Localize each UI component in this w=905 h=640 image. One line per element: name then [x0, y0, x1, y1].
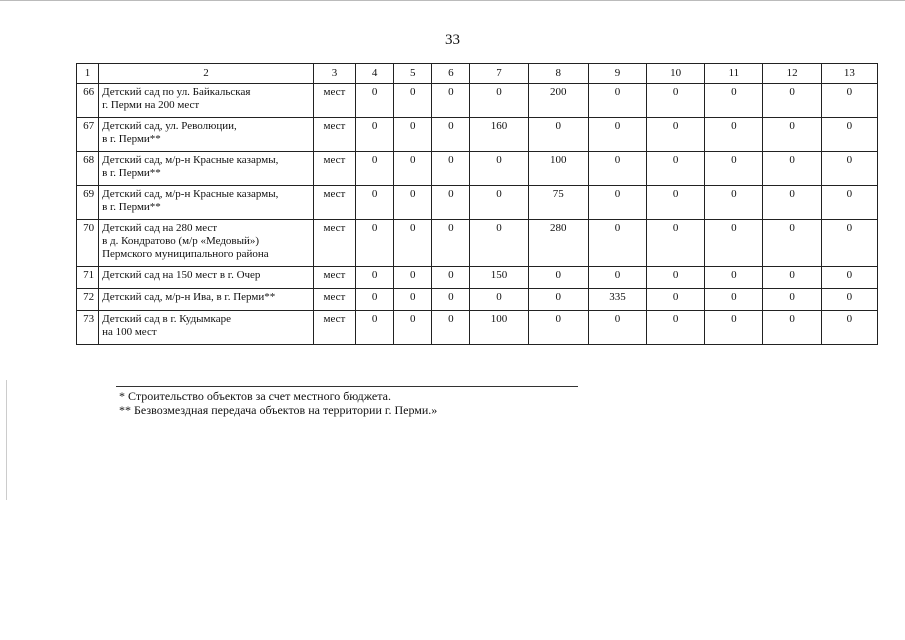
- value-cell: 0: [394, 152, 432, 186]
- value-cell: 0: [763, 152, 821, 186]
- header-cell: 2: [99, 64, 314, 84]
- object-name-cell: [99, 186, 314, 220]
- object-name-line: Детский сад, м/р-н Ива, в г. Перми**: [102, 291, 276, 303]
- object-name-cell: [99, 118, 314, 152]
- value-cell: 0: [588, 311, 646, 345]
- object-name-line: в г. Перми**: [102, 133, 161, 145]
- value-cell: 0: [705, 84, 763, 118]
- value-cell: 0: [763, 311, 821, 345]
- scan-edge-mark: [6, 380, 7, 500]
- object-name-line: Детский сад, м/р-н Красные казармы,: [102, 188, 279, 200]
- value-cell: 0: [470, 84, 528, 118]
- value-cell: 0: [528, 118, 588, 152]
- value-cell: 0: [394, 118, 432, 152]
- value-cell: 0: [763, 118, 821, 152]
- value-cell: 0: [394, 186, 432, 220]
- value-cell: 0: [763, 220, 821, 267]
- row-number-cell: 67: [77, 118, 99, 152]
- value-cell: 0: [647, 118, 705, 152]
- row-number-cell: 69: [77, 186, 99, 220]
- table-row: [77, 220, 878, 267]
- value-cell: 0: [432, 84, 470, 118]
- footnote-1: * Строительство объектов за счет местного бюджета.: [119, 389, 391, 403]
- value-cell: 0: [432, 152, 470, 186]
- value-cell: 0: [705, 118, 763, 152]
- value-cell: 0: [588, 152, 646, 186]
- value-cell: 0: [647, 152, 705, 186]
- row-number-cell: 66: [77, 84, 99, 118]
- value-cell: 160: [470, 118, 528, 152]
- unit-cell: мест: [313, 186, 355, 220]
- value-cell: 0: [470, 186, 528, 220]
- value-cell: 0: [821, 186, 877, 220]
- value-cell: 100: [470, 311, 528, 345]
- header-cell: 1: [77, 64, 99, 84]
- footnote-rule: [116, 386, 578, 387]
- table-row: [77, 118, 878, 152]
- value-cell: 0: [588, 186, 646, 220]
- value-cell: 0: [705, 267, 763, 289]
- header-cell: 9: [588, 64, 646, 84]
- value-cell: 0: [432, 311, 470, 345]
- header-cell: 8: [528, 64, 588, 84]
- page-number: 33: [445, 32, 460, 48]
- value-cell: 0: [356, 186, 394, 220]
- data-table: [76, 63, 878, 345]
- value-cell: 0: [470, 152, 528, 186]
- value-cell: 0: [647, 311, 705, 345]
- value-cell: 0: [647, 267, 705, 289]
- object-name-cell: [99, 220, 314, 267]
- value-cell: 0: [356, 267, 394, 289]
- row-number-cell: 72: [77, 289, 99, 311]
- value-cell: 0: [470, 220, 528, 267]
- value-cell: 0: [763, 84, 821, 118]
- value-cell: 0: [588, 118, 646, 152]
- row-number-cell: 68: [77, 152, 99, 186]
- value-cell: 0: [394, 289, 432, 311]
- value-cell: 0: [356, 220, 394, 267]
- unit-cell: мест: [313, 311, 355, 345]
- value-cell: 0: [647, 186, 705, 220]
- object-name-line: г. Перми на 200 мест: [102, 99, 200, 111]
- value-cell: 0: [394, 311, 432, 345]
- header-cell: 6: [432, 64, 470, 84]
- object-name-cell: [99, 311, 314, 345]
- value-cell: 0: [588, 267, 646, 289]
- value-cell: 0: [763, 186, 821, 220]
- value-cell: 0: [763, 289, 821, 311]
- value-cell: 0: [705, 311, 763, 345]
- value-cell: 0: [432, 186, 470, 220]
- object-name-line: на 100 мест: [102, 326, 157, 338]
- value-cell: 0: [821, 118, 877, 152]
- value-cell: 0: [705, 289, 763, 311]
- value-cell: 0: [821, 152, 877, 186]
- header-cell: 5: [394, 64, 432, 84]
- value-cell: 0: [647, 289, 705, 311]
- value-cell: 335: [588, 289, 646, 311]
- table-row: [77, 186, 878, 220]
- object-name-line: Детский сад на 150 мест в г. Очер: [102, 269, 261, 281]
- unit-cell: мест: [313, 289, 355, 311]
- header-cell: 11: [705, 64, 763, 84]
- object-name-line: Детский сад, ул. Революции,: [102, 120, 237, 132]
- value-cell: 0: [432, 267, 470, 289]
- header-cell: 13: [821, 64, 877, 84]
- value-cell: 0: [356, 152, 394, 186]
- object-name-line: Детский сад, м/р-н Красные казармы,: [102, 154, 279, 166]
- object-name-line: Детский сад по ул. Байкальская: [102, 86, 251, 98]
- value-cell: 0: [394, 84, 432, 118]
- object-name-cell: [99, 152, 314, 186]
- table-row: [77, 267, 878, 289]
- object-name-line: в г. Перми**: [102, 167, 161, 179]
- value-cell: 280: [528, 220, 588, 267]
- value-cell: 0: [821, 220, 877, 267]
- value-cell: 150: [470, 267, 528, 289]
- unit-cell: мест: [313, 84, 355, 118]
- value-cell: 0: [821, 267, 877, 289]
- object-name-cell: [99, 267, 314, 289]
- header-cell: 10: [647, 64, 705, 84]
- value-cell: 0: [821, 311, 877, 345]
- value-cell: 0: [647, 220, 705, 267]
- value-cell: 0: [821, 84, 877, 118]
- value-cell: 0: [705, 152, 763, 186]
- object-name-line: в д. Кондратово (м/р «Медовый»): [102, 235, 260, 247]
- value-cell: 0: [394, 220, 432, 267]
- footnote-2: ** Безвозмездная передача объектов на территории г. Перми.»: [119, 403, 438, 417]
- value-cell: 0: [647, 84, 705, 118]
- object-name-cell: [99, 84, 314, 118]
- value-cell: 200: [528, 84, 588, 118]
- table-header-row: [77, 64, 878, 84]
- unit-cell: мест: [313, 267, 355, 289]
- object-name-line: Пермского муниципального района: [102, 248, 269, 260]
- object-name-line: Детский сад в г. Кудымкаре: [102, 313, 231, 325]
- value-cell: 0: [528, 289, 588, 311]
- value-cell: 0: [821, 289, 877, 311]
- object-name-cell: [99, 289, 314, 311]
- value-cell: 0: [705, 220, 763, 267]
- value-cell: 0: [432, 220, 470, 267]
- value-cell: 0: [528, 267, 588, 289]
- value-cell: 0: [356, 289, 394, 311]
- unit-cell: мест: [313, 152, 355, 186]
- value-cell: 0: [356, 84, 394, 118]
- value-cell: 0: [356, 311, 394, 345]
- table-row: [77, 311, 878, 345]
- table-row: [77, 289, 878, 311]
- value-cell: 0: [763, 267, 821, 289]
- scan-edge-line: [0, 0, 905, 1]
- value-cell: 0: [432, 289, 470, 311]
- value-cell: 0: [588, 84, 646, 118]
- value-cell: 0: [394, 267, 432, 289]
- header-cell: 3: [313, 64, 355, 84]
- header-cell: 4: [356, 64, 394, 84]
- value-cell: 0: [432, 118, 470, 152]
- value-cell: 100: [528, 152, 588, 186]
- table-row: [77, 152, 878, 186]
- unit-cell: мест: [313, 118, 355, 152]
- value-cell: 75: [528, 186, 588, 220]
- value-cell: 0: [705, 186, 763, 220]
- header-cell: 12: [763, 64, 821, 84]
- value-cell: 0: [470, 289, 528, 311]
- value-cell: 0: [356, 118, 394, 152]
- unit-cell: мест: [313, 220, 355, 267]
- object-name-line: в г. Перми**: [102, 201, 161, 213]
- value-cell: 0: [588, 220, 646, 267]
- footnotes: [119, 389, 437, 417]
- row-number-cell: 70: [77, 220, 99, 267]
- value-cell: 0: [528, 311, 588, 345]
- object-name-line: Детский сад на 280 мест: [102, 222, 218, 234]
- table-row: [77, 84, 878, 118]
- header-cell: 7: [470, 64, 528, 84]
- row-number-cell: 73: [77, 311, 99, 345]
- row-number-cell: 71: [77, 267, 99, 289]
